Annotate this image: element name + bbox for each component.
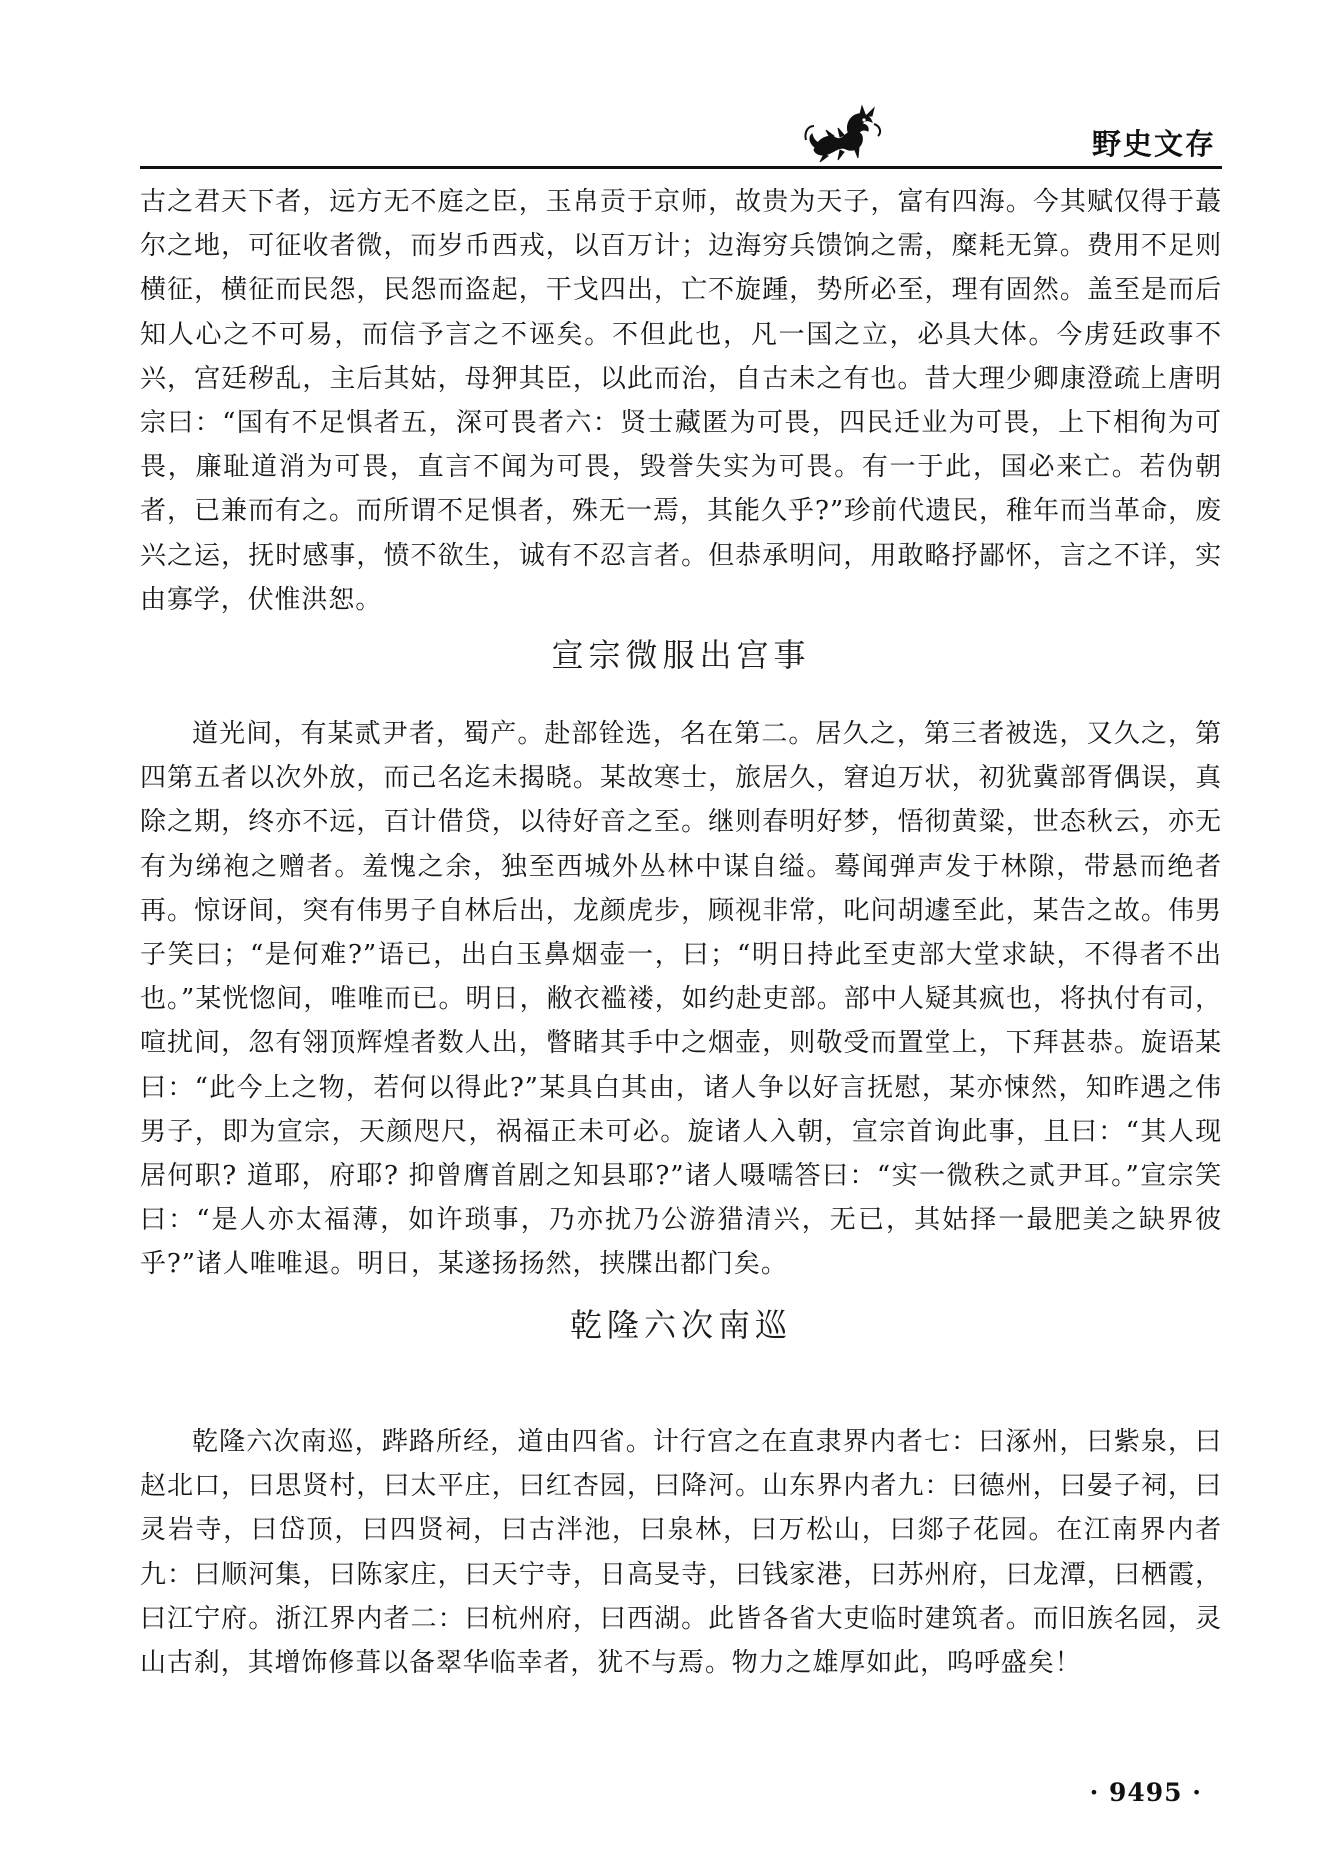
section-body-qianlong: 乾隆六次南巡，跸路所经，道由四省。计行宫之在直隶界内者七：曰涿州，曰紫泉，曰赵北口，曰思贤村，曰太平庄，曰红杏园，曰降河。山东界内者九：曰德州，曰晏子祠，曰灵岩寺，曰岱顶，曰四贤祠，曰古泮池，曰泉林，曰万松山，曰郯子花园。在江南界内者九：曰顺河集，曰陈家庄，曰天宁寺，日高旻寺，曰钱家港，曰苏州府，曰龙潭，曰栖霞，曰江宁府。浙江界内者二：曰杭州府，曰西湖。此皆各省大吏临时建筑者。而旧族名园，灵山古刹，其增饰修葺以备翠华临幸者，犹不与焉。物力之雄厚如此，呜呼盛矣！ [140,1427,1222,1679]
running-header [140,104,1222,172]
continued-paragraph: 古之君天下者，远方无不庭之臣，玉帛贡于京师，故贵为天子，富有四海。今其赋仅得于蕞尔之地，可征收者微，而岁币西戎，以百万计；边海穷兵馈饷之需，糜耗无算。费用不足则横征，横征而民怨，民怨而盗起，干戈四出，亡不旋踵，势所必至，理有固然。盖至是而后知人心之不可易，而信予言之不诬矣。不但此也，凡一国之立，必具大体。今虏廷政事不兴，宫廷秽乱，主后其姑，母狎其臣，以此而治，自古未之有也。昔大理少卿康澄疏上唐明宗曰：“国有不足惧者五，深可畏者六：贤士藏匿为可畏，四民迁业为可畏，上下相徇为可畏，廉耻道消为可畏，直言不闻为可畏，毁誉失实为可畏。有一于此，国必来亡。若伪朝者，已兼而有之。而所谓不足惧者，殊无一焉，其能久乎?”珍前代遗民，稚年而当革命，废兴之运，抚时感事，愤不欲生，诚有不忍言者。但恭承明问，用敢略抒鄙怀，言之不详，实由寡学，伏惟洪恕。 [140,187,1222,615]
dragon-emblem-icon [804,104,888,164]
section-title-qianlong: 乾隆六次南巡 [569,1306,792,1344]
header-rule [140,166,1222,169]
section-title-xuanzong: 宣宗微服出宫事 [551,636,811,674]
page-number: · 9495 · [1089,1778,1202,1807]
section-body-xuanzong: 道光间，有某贰尹者，蜀产。赴部铨选，名在第二。居久之，第三者被选，又久之，第四第五者以次外放，而己名迄未揭晓。某故寒士，旅居久，窘迫万状，初犹冀部胥偶误，真除之期，终亦不远，百计借贷，以待好音之至。继则春明好梦，悟彻黄粱，世态秋云，亦无有为绨袍之赠者。羞愧之余，独至西城外丛林中谋自缢。蓦闻弹声发于林隙，带悬而绝者再。惊讶间，突有伟男子自林后出，龙颜虎步，顾视非常，叱问胡遽至此，某告之故。伟男子笑曰；“是何难?”语已，出白玉鼻烟壶一，曰；“明日持此至吏部大堂求缺，不得者不出也。”某恍惚间，唯唯而已。明日，敝衣褴褛，如约赴吏部。部中人疑其疯也，将执付有司，喧扰间，忽有翎顶辉煌者数人出，瞥睹其手中之烟壶，则敬受而置堂上，下拜甚恭。旋语某曰：“此今上之物，若何以得此?”某具白其由，诸人争以好言抚慰，某亦悚然，知昨遇之伟男子，即为宣宗，天颜咫尺，祸福正未可必。旋诸人入朝，宣宗首询此事，且曰：“其人现居何职? 道耶，府耶? 抑曾膺首剧之知县耶?”诸人嗫嚅答曰：“实一微秩之贰尹耳。”宣宗笑曰：“是人亦太福薄，如许琐事，乃亦扰乃公游猎清兴，无已，其姑择一最肥美之缺界彼乎?”诸人唯唯退。明日，某遂扬扬然，挟牒出都门矣。 [140,719,1222,1280]
running-header-title: 野史文存 [1091,127,1216,161]
